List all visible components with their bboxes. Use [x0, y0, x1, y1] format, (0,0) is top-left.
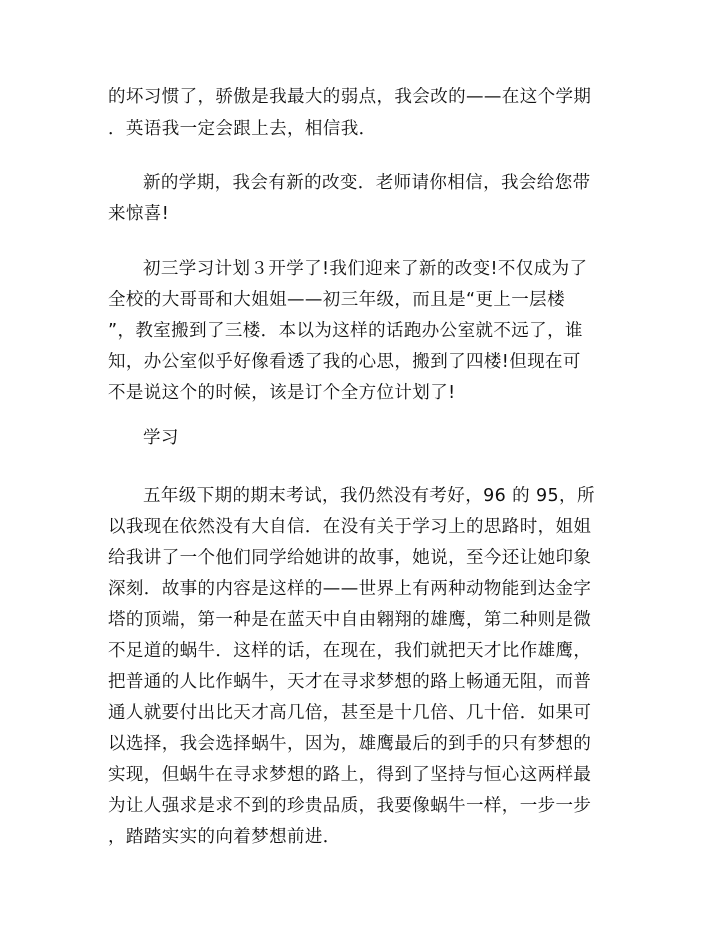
line-text: 深刻．故事的内容是这样的——世界上有两种动物能到达金字: [108, 579, 592, 599]
line-text: 的坏习惯了，骄傲是我最大的弱点，我会改的——在这个学期: [108, 87, 592, 107]
line-text: 为让人强求是求不到的珍贵品质，我要像蜗牛一样，一步一步: [108, 796, 592, 816]
line-text: 来惊喜!: [108, 204, 170, 224]
line-text: ，踏踏实实的向着梦想前进．: [108, 827, 341, 847]
section-heading: [0, 424, 720, 452]
line-text: 初三学习计划３开学了!我们迎来了新的改变!不仅成为了: [143, 259, 588, 279]
line-text: 以选择，我会选择蜗牛，因为，雄鹰最后的到手的只有梦想的: [108, 734, 592, 754]
text-line: [0, 482, 720, 510]
line-text: 实现，但蜗牛在寻求梦想的路上，得到了坚持与恒心这两样最: [108, 765, 592, 785]
text-line: [0, 761, 720, 789]
line-text: 不足道的蜗牛．这样的话，在现在，我们就把天才比作雄鹰，: [108, 641, 592, 661]
text-line: [0, 169, 720, 197]
text-line: [0, 83, 720, 111]
text-line: [0, 255, 720, 283]
text-line: [0, 348, 720, 376]
line-text: 把普通的人比作蜗牛，天才在寻求梦想的路上畅通无阻，而普: [108, 672, 592, 692]
line-text: 塔的顶端，第一种是在蓝天中自由翱翔的雄鹰，第二种则是微: [108, 610, 592, 630]
text-line: [0, 637, 720, 665]
text-line: [0, 668, 720, 696]
text-line: [0, 575, 720, 603]
text-line: [0, 317, 720, 345]
heading-text: 学习: [143, 428, 179, 448]
line-text: ．英语我一定会跟上去，相信我．: [108, 119, 377, 139]
line-text: 知，办公室似乎好像看透了我的心思，搬到了四楼!但现在可: [108, 352, 581, 372]
text-line: [0, 792, 720, 820]
line-text: 五年级下期的期末考试，我仍然没有考好，96 的 95，所: [143, 486, 595, 506]
line-text: 给我讲了一个他们同学给她讲的故事，她说，至今还让她印象: [108, 548, 592, 568]
text-line: [0, 730, 720, 758]
text-line: [0, 513, 720, 541]
text-line: [0, 286, 720, 314]
text-line: [0, 115, 720, 143]
line-text: 以我现在依然没有大自信．在没有关于学习上的思路时，姐姐: [108, 517, 592, 537]
text-line: [0, 379, 720, 407]
text-line: [0, 544, 720, 572]
text-line: [0, 823, 720, 851]
line-text: 全校的大哥哥和大姐姐——初三年级，而且是“更上一层楼: [108, 290, 565, 310]
text-line: [0, 200, 720, 228]
text-line: [0, 699, 720, 727]
line-text: 通人就要付出比天才高几倍，甚至是十几倍、几十倍．如果可: [108, 703, 592, 723]
line-text: 不是说这个的时候，该是订个全方位计划了!: [108, 383, 456, 403]
text-line: [0, 606, 720, 634]
line-text: 新的学期，我会有新的改变．老师请你相信，我会给您带: [143, 173, 591, 193]
line-text: ”，教室搬到了三楼．本以为这样的话跑办公室就不远了，谁: [108, 321, 583, 341]
